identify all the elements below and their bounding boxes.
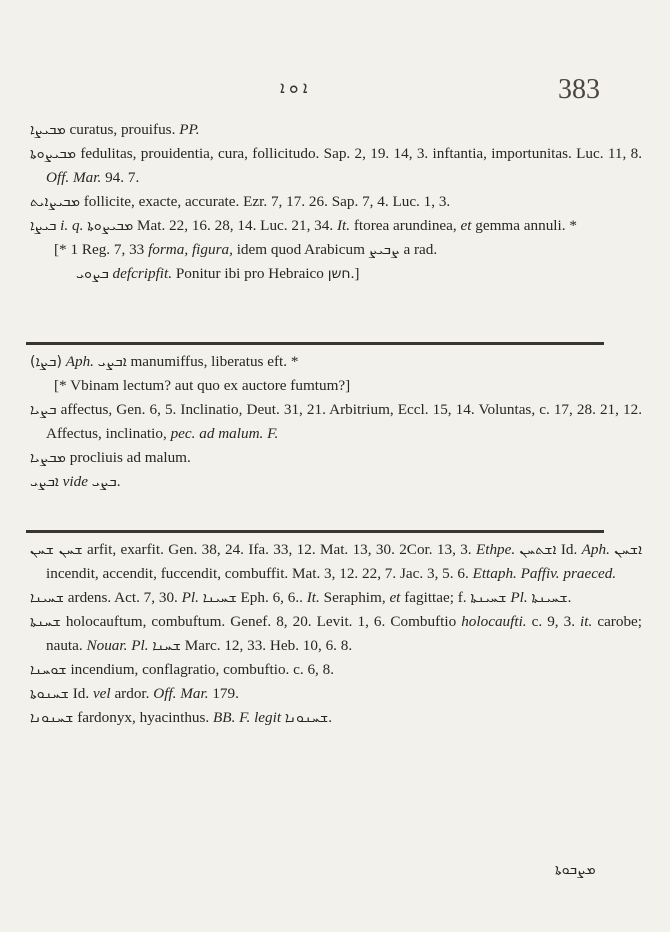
abbrev: It. — [336, 217, 351, 234]
abbrev: et — [389, 589, 401, 606]
page-number: 383 — [558, 74, 600, 105]
section-1 — [30, 118, 642, 286]
syriac-headword: ܐܒܨܝ — [30, 474, 59, 490]
gloss: Id. — [68, 685, 93, 702]
abbrev: Ettaph. Paffiv. praeced. — [472, 565, 617, 582]
gloss: ardor. — [110, 685, 154, 702]
abbrev: It. — [306, 589, 320, 606]
section-2 — [30, 350, 642, 494]
gloss: incendit, accendit, fuccendit, combuffit. Mat. 3, 12. 22, 7. Jac. 3, 5. 6. — [46, 565, 473, 582]
syriac-headword: ܒܨܝܐ — [30, 402, 57, 418]
abbrev: Pl. — [181, 589, 199, 606]
gloss: gemma annuli. * — [471, 217, 577, 234]
note-italic: forma, figura, — [148, 241, 233, 258]
abbrev: BB. F. legit — [213, 709, 282, 726]
abbrev: holocaufti. — [461, 613, 527, 630]
hebrew-word: חשן — [327, 266, 351, 282]
entry — [30, 538, 642, 586]
syriac-word: ܐܒܨܝ — [97, 354, 127, 370]
note-text: idem quod Arabicum — [232, 241, 369, 258]
entry — [30, 586, 642, 610]
entry — [30, 610, 642, 658]
entry — [30, 706, 642, 730]
footnote — [30, 238, 642, 262]
gloss: Eph. 6, 6.. — [236, 589, 307, 606]
gloss: . — [567, 589, 572, 606]
gloss: holocauftum, combuftum. Genef. 8, 20. Levit. 1, 6. Combuftio — [60, 613, 462, 630]
syriac-word: ܫܚܝܢܐ — [202, 590, 237, 606]
abbrev: vel — [92, 685, 111, 702]
syriac-headword: ܒܝܨܐ — [30, 218, 57, 234]
abbrev: et — [460, 217, 472, 234]
gloss: affectus, Gen. 6, 5. Inclinatio, Deut. 31, 21. Arbitrium, Eccl. 15, 14. Voluntas, c. 17, 28. 21, 12. Affectus, inclinatio, — [46, 401, 642, 442]
gloss: manumiffus, liberatus eft. * — [126, 353, 299, 370]
abbrev: Off. Mar. — [153, 685, 209, 702]
gloss: Mat. 22, 16. 28, 14. Luc. 21, 34. — [133, 217, 337, 234]
gloss: . — [328, 709, 333, 726]
gloss: curatus, prouifus. — [65, 121, 180, 138]
syriac-word: ܐܫܚܢ — [614, 542, 643, 558]
entry — [30, 446, 642, 470]
syriac-word: ܒܨܝ — [91, 474, 117, 490]
syriac-headword: ܫܚܢܬܐ — [30, 614, 61, 630]
gloss: 179. — [208, 685, 239, 702]
gloss: c. 9, 3. — [526, 613, 581, 630]
abbrev: Ethpe. — [475, 541, 516, 558]
entry — [30, 142, 642, 190]
abbrev: pec. ad malum. — [170, 425, 264, 442]
entry — [30, 190, 642, 214]
gloss: arfit, exarfit. Gen. 38, 24. Ifa. 33, 12. Mat. 13, 30. 2Cor. 13, 3. — [82, 541, 476, 558]
gloss: Marc. 12, 33. Heb. 10, 6. 8. — [180, 637, 353, 654]
gloss: fagittae; f. — [400, 589, 471, 606]
gloss: ardens. Act. 7, 30. — [63, 589, 182, 606]
syriac-word: ܡܒܝܨܘܬܐ — [87, 218, 134, 234]
gloss: incendium, conflagratio, combuftio. c. 6, 8. — [66, 661, 335, 678]
note-text: a rad. — [399, 241, 438, 258]
syriac-headword: ܫܚܝܢܐ — [30, 590, 64, 606]
gloss: Id. — [556, 541, 582, 558]
abbrev: it. — [580, 613, 593, 630]
gloss: ftorea arundinea, — [350, 217, 461, 234]
section-3 — [30, 538, 642, 730]
syriac-headword: ܫܚܢܘܢܐ — [30, 710, 74, 726]
gloss: fardonyx, hyacinthus. — [73, 709, 214, 726]
syriac-headword: ܡܒܝܨܐ — [30, 122, 66, 138]
entry — [30, 118, 642, 142]
syriac-word: ܫܚܢܘܢܐ — [284, 710, 329, 726]
syriac-word: ܨܒܝܨ — [368, 242, 400, 258]
syriac-word: ܒܨܘܝ — [76, 266, 109, 282]
syriac-root: (ܒܨܐ) — [30, 354, 62, 370]
abbrev: Pl. — [506, 589, 528, 606]
entry — [30, 398, 642, 446]
note-text: [* 1 Reg. 7, 33 — [54, 241, 149, 258]
abbrev: Aph. — [65, 353, 94, 370]
syriac-headword: ܫܚܢ ܫܚܢ — [30, 542, 83, 558]
abbrev: Aph. — [581, 541, 610, 558]
syriac-headword: ܫܘܚܢܐ — [30, 662, 67, 678]
syriac-headword: ܡܒܨܝܐ — [30, 450, 66, 466]
syriac-headword: ܡܒܝܨܐܝܬ — [30, 194, 80, 210]
abbrev: vide — [58, 473, 88, 490]
entry — [30, 470, 642, 494]
abbrev: PP. — [179, 121, 200, 138]
section-rule — [26, 342, 604, 345]
gloss: carobe; nauta. — [46, 613, 643, 654]
note-italic: defcripfit. — [108, 265, 173, 282]
syriac-headword: ܫܚܢܘܬܐ — [30, 686, 69, 702]
entry — [30, 658, 642, 682]
syriac-word: ܫܚܢܐ — [152, 638, 181, 654]
note-text: Ponitur ibi pro Hebraico — [172, 265, 328, 282]
syriac-word: ܫܚܝܢܬܐ — [470, 590, 507, 606]
ref: 94. 7. — [101, 169, 140, 186]
syriac-word: ܫܚܝܢܬܐ — [531, 590, 568, 606]
footnote-line — [30, 262, 642, 286]
gloss: . — [116, 473, 121, 490]
entry — [30, 350, 642, 374]
section-rule — [26, 530, 604, 533]
gloss: Seraphim, — [319, 589, 390, 606]
gloss: procliuis ad malum. — [65, 449, 191, 466]
abbrev: F. — [267, 425, 279, 442]
running-head-marks: ܐ ܘ ܐ — [280, 78, 308, 97]
gloss: fedulitas, prouidentia, cura, follicitudo. Sap. 2, 19. 14, 3. inftantia, importunitas. Luc. 11, 8. — [76, 145, 642, 162]
syriac-headword: ܡܒܝܨܘܬܐ — [30, 146, 77, 162]
gloss: follicite, exacte, accurate. Ezr. 7, 17. 26. Sap. 7, 4. Luc. 1, 3. — [79, 193, 451, 210]
abbrev: i. q. — [56, 217, 88, 234]
entry — [30, 682, 642, 706]
syriac-word: ܐܫܬܚܢ — [519, 542, 557, 558]
catchword: ܡܨܒܘܬܐ — [555, 862, 596, 878]
entry — [30, 214, 642, 238]
note-text: [* Vbinam lectum? aut quo ex auctore fumtum?] — [54, 377, 351, 394]
footnote — [30, 374, 642, 398]
note-text: .] — [350, 265, 360, 282]
source: Off. Mar. — [46, 169, 102, 186]
abbrev: Nouar. Pl. — [86, 637, 149, 654]
